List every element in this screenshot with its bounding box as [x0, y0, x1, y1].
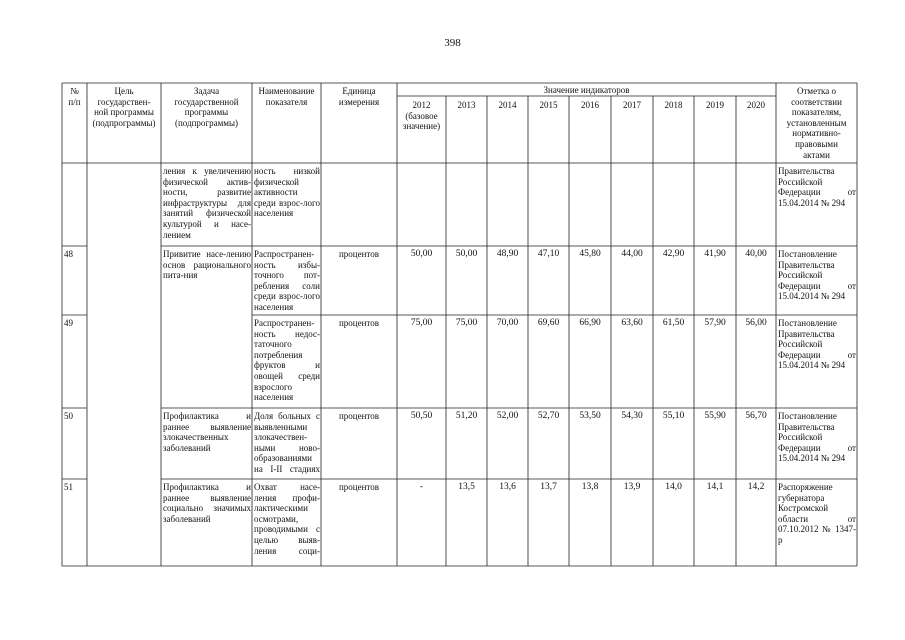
- row-note: Распоряжение губернатора Костромской области от 07.10.2012 № 1347-р: [778, 482, 856, 545]
- header-year: 2012 (базовое значение): [402, 100, 441, 132]
- row-indicator: Охват насе-ления профи-лактическими осмотрами, проводимыми с целью выяв-ления соци-: [254, 482, 320, 556]
- header-year: 2019: [706, 100, 724, 110]
- row-num: 49: [64, 318, 73, 328]
- row-value: 50,00: [455, 249, 478, 259]
- row-indicator: ность низкой физической активности среди взрос-лого населения: [254, 166, 320, 219]
- row-value: 75,00: [455, 318, 478, 328]
- row-indicator: Распространен-ность избы-точного пот-ребления соли среди взрос-лого населения: [254, 249, 320, 312]
- row-value: 52,70: [537, 411, 560, 421]
- row-value: 13,8: [581, 482, 599, 492]
- row-value: 75,00: [410, 318, 433, 328]
- header-num: № п/п: [68, 86, 81, 107]
- row-value: 63,60: [621, 318, 643, 328]
- row-value: 56,00: [745, 318, 767, 328]
- row-value: 57,90: [704, 318, 726, 328]
- header-year: 2013: [457, 100, 476, 110]
- header-year: 2014: [498, 100, 517, 110]
- row-indicator: Распространен-ность недос-таточного потребления фруктов и овощей среди взрослого населения: [254, 318, 320, 403]
- row-unit: процентов: [338, 318, 379, 328]
- row-num: 48: [64, 249, 73, 259]
- header-note: Отметка о соответствии показателям, установленным нормативно- правовыми актами: [786, 86, 847, 160]
- row-value: 66,90: [579, 318, 601, 328]
- row-value: 14,0: [665, 482, 682, 492]
- row-value: 50,50: [410, 411, 433, 421]
- row-task: ления к увеличению физической актив-ности, развитие инфраструктуры для занятий физической культурой и насе-лением: [163, 166, 251, 240]
- row-unit: процентов: [338, 411, 379, 421]
- row-value: 42,90: [662, 249, 685, 259]
- row-num: 51: [64, 482, 73, 492]
- row-value: -: [419, 482, 424, 492]
- row-value: 55,10: [662, 411, 685, 421]
- row-unit: процентов: [338, 249, 379, 259]
- row-task: Профилактика и раннее выявление социально значимых заболеваний: [163, 482, 251, 524]
- header-values: Значение индикаторов: [543, 85, 630, 95]
- header-indicator: Наименование показателя: [258, 86, 315, 107]
- row-note: Постановление Правительства Российской Федерации от 15.04.2014 № 294: [778, 411, 856, 464]
- row-value: 14,1: [706, 482, 724, 492]
- row-value: 54,30: [621, 411, 643, 421]
- row-value: 55,90: [704, 411, 726, 421]
- row-value: 13,6: [499, 482, 516, 492]
- row-value: 47,10: [537, 249, 560, 259]
- row-unit: процентов: [338, 482, 379, 492]
- row-value: 52,00: [496, 411, 519, 421]
- header-year: 2016: [581, 100, 599, 110]
- row-value: 53,50: [579, 411, 601, 421]
- header-year: 2017: [623, 100, 641, 110]
- row-value: 13,5: [458, 482, 475, 492]
- row-note: Правительства Российской Федерации от 15.04.2014 № 294: [778, 166, 856, 208]
- header-goal: Цель государствен- ной программы (подпрограммы): [92, 86, 156, 128]
- header-year: 2020: [747, 100, 765, 110]
- row-value: 56,70: [745, 411, 767, 421]
- row-value: 70,00: [496, 318, 519, 328]
- row-value: 13,9: [623, 482, 641, 492]
- header-task: Задача государственной программы (подпрограммы): [174, 86, 239, 128]
- row-value: 51,20: [455, 411, 478, 421]
- row-value: 48,90: [496, 249, 519, 259]
- row-note: Постановление Правительства Российской Федерации от 15.04.2014 № 294: [778, 249, 856, 302]
- row-task: Профилактика и раннее выявление злокачественных заболеваний: [163, 411, 251, 453]
- row-value: 61,50: [662, 318, 685, 328]
- row-task: Привитие насе-лению основ рационального пита-ния: [163, 249, 251, 281]
- row-value: 14,2: [747, 482, 765, 492]
- row-value: 44,00: [621, 249, 643, 259]
- page-number: 398: [444, 37, 461, 49]
- row-value: 69,60: [537, 318, 560, 328]
- row-num: 50: [64, 411, 73, 421]
- row-value: 45,80: [579, 249, 601, 259]
- row-value: 50,00: [410, 249, 433, 259]
- header-unit: Единица измерения: [338, 86, 380, 107]
- row-note: Постановление Правительства Российской Федерации от 15.04.2014 № 294: [778, 318, 856, 371]
- row-indicator: Доля больных с выявленными злокачествен-ными ново-образованиями на I-II стадиях: [254, 411, 320, 474]
- header-year: 2015: [539, 100, 558, 110]
- row-value: 41,90: [704, 249, 726, 259]
- row-value: 13,7: [540, 482, 557, 492]
- header-year: 2018: [664, 100, 683, 110]
- row-value: 40,00: [745, 249, 767, 259]
